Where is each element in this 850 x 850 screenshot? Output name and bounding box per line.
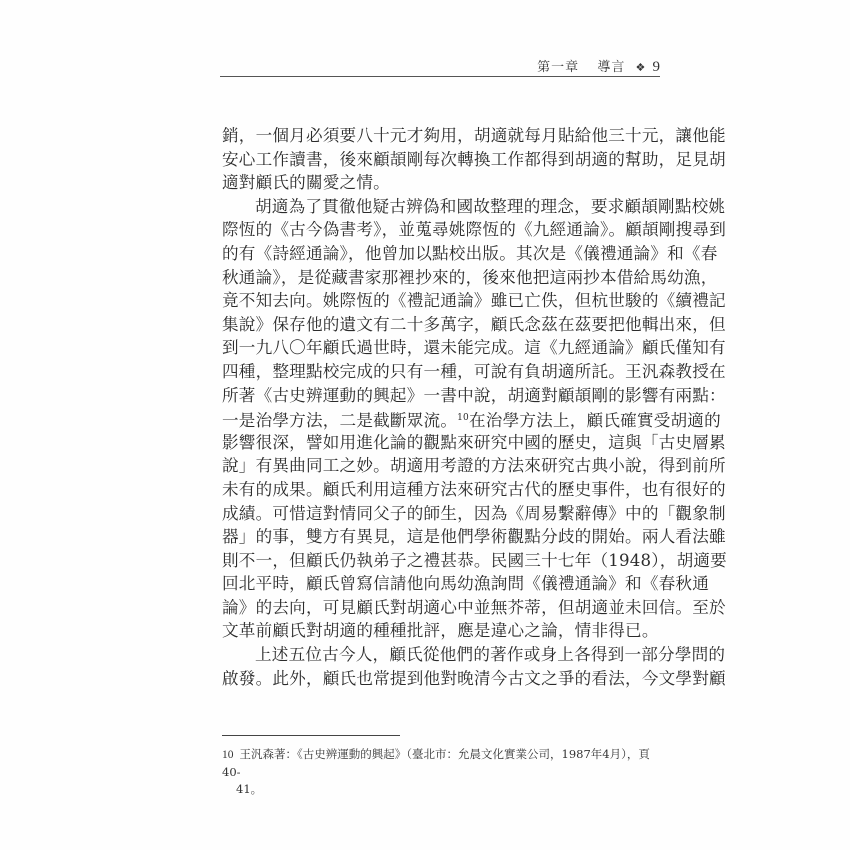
text-segment: 一是治學方法，二是截斷眾流。 xyxy=(222,411,458,431)
text-line: 則不一，但顧氏仍執弟子之禮甚恭。民國三十七年（1948），胡適要 xyxy=(222,550,727,570)
chapter-label: 第一章 xyxy=(537,60,580,75)
paragraph-start-line: 胡適為了貫徹他疑古辨偽和國故整理的理念，要求顧頡剛點校姚 xyxy=(255,196,726,216)
section-label: 導言 xyxy=(597,60,626,75)
text-line: 四種，整理點校完成的只有一種，可說有負胡適所託。王汎森教授在 xyxy=(222,361,726,381)
text-line: 到一九八〇年顧氏過世時，還未能完成。這《九經通論》顧氏僅知有 xyxy=(222,338,726,358)
footnote-text: 王汎森著：《古史辨運動的興起》（臺北市：允晨文化實業公司，1987年4月），頁40- xyxy=(222,747,650,779)
running-head xyxy=(220,58,660,77)
footnote-reference[interactable]: 10 xyxy=(457,413,469,424)
text-segment: 在治學方法上，顧氏確實受胡適的 xyxy=(468,411,721,431)
text-line: 未有的成果。顧氏利用這種方法來研究古代的歷史事件，也有很好的 xyxy=(222,479,726,499)
footnote xyxy=(222,746,668,798)
text-line-with-footnote xyxy=(222,407,721,431)
text-line: 銷，一個月必須要八十元才夠用，胡適就每月貼給他三十元，讓他能 xyxy=(222,126,726,145)
text-line: 際恆的《古今偽書考》，並蒐尋姚際恆的《九經通論》。顧頡剛搜尋到 xyxy=(222,220,727,240)
text-line: 所著《古史辨運動的興起》一書中說，胡適對顧頡剛的影響有兩點： xyxy=(222,385,726,405)
text-line: 說」有異曲同工之妙。胡適用考證的方法來研究古典小說，得到前所 xyxy=(222,456,726,476)
text-line: 文革前顧氏對胡適的種種批評，應是違心之論，情非得已。 xyxy=(222,621,659,641)
text-line: 啟發。此外，顧氏也常提到他對晚清今古文之爭的看法，今文學對顧 xyxy=(222,668,726,688)
text-line: 回北平時，顧氏曾寫信請他向馬幼漁詢問《儀禮通論》和《春秋通 xyxy=(222,574,710,594)
footnote-continuation: 41。 xyxy=(236,782,263,796)
text-line: 秋通論》，是從藏書家那裡抄來的，後來他把這兩抄本借給馬幼漁， xyxy=(222,267,718,287)
text-line: 的有《詩經通論》，他曾加以點校出版。其次是《儀禮通論》和《春 xyxy=(222,243,718,263)
text-line: 成績。可惜這對情同父子的師生，因為《周易繫辭傳》中的「觀象制 xyxy=(222,503,726,523)
ornament-icon: ❖ xyxy=(635,61,646,74)
text-line: 安心工作讀書，後來顧頡剛每次轉換工作都得到胡適的幫助，足見胡 xyxy=(222,149,726,169)
page-number: 9 xyxy=(652,59,660,75)
footnote-number: 10 xyxy=(222,749,234,761)
text-line: 論》的去向，可見顧氏對胡適心中並無芥蒂，但胡適並未回信。至於 xyxy=(222,597,726,617)
text-line: 影響很深，譬如用進化論的觀點來研究中國的歷史，這與「古史層累 xyxy=(222,432,726,452)
text-line: 竟不知去向。姚際恆的《禮記通論》雖已亡佚，但杭世駿的《續禮記 xyxy=(222,291,726,311)
footnote-line xyxy=(222,746,668,781)
text-line: 器」的事，雙方有異見，這是他們學術觀點分歧的開始。兩人看法雖 xyxy=(222,527,726,547)
paragraph-start-line: 上述五位古今人，顧氏從他們的著作或身上各得到一部分學問的 xyxy=(255,645,726,665)
footnote-divider xyxy=(222,735,400,736)
text-line: 適對顧氏的關愛之情。 xyxy=(222,173,390,193)
text-line: 集說》保存他的遺文有二十多萬字，顧氏念茲在茲要把他輯出來，但 xyxy=(222,314,726,334)
body-text xyxy=(222,124,727,690)
